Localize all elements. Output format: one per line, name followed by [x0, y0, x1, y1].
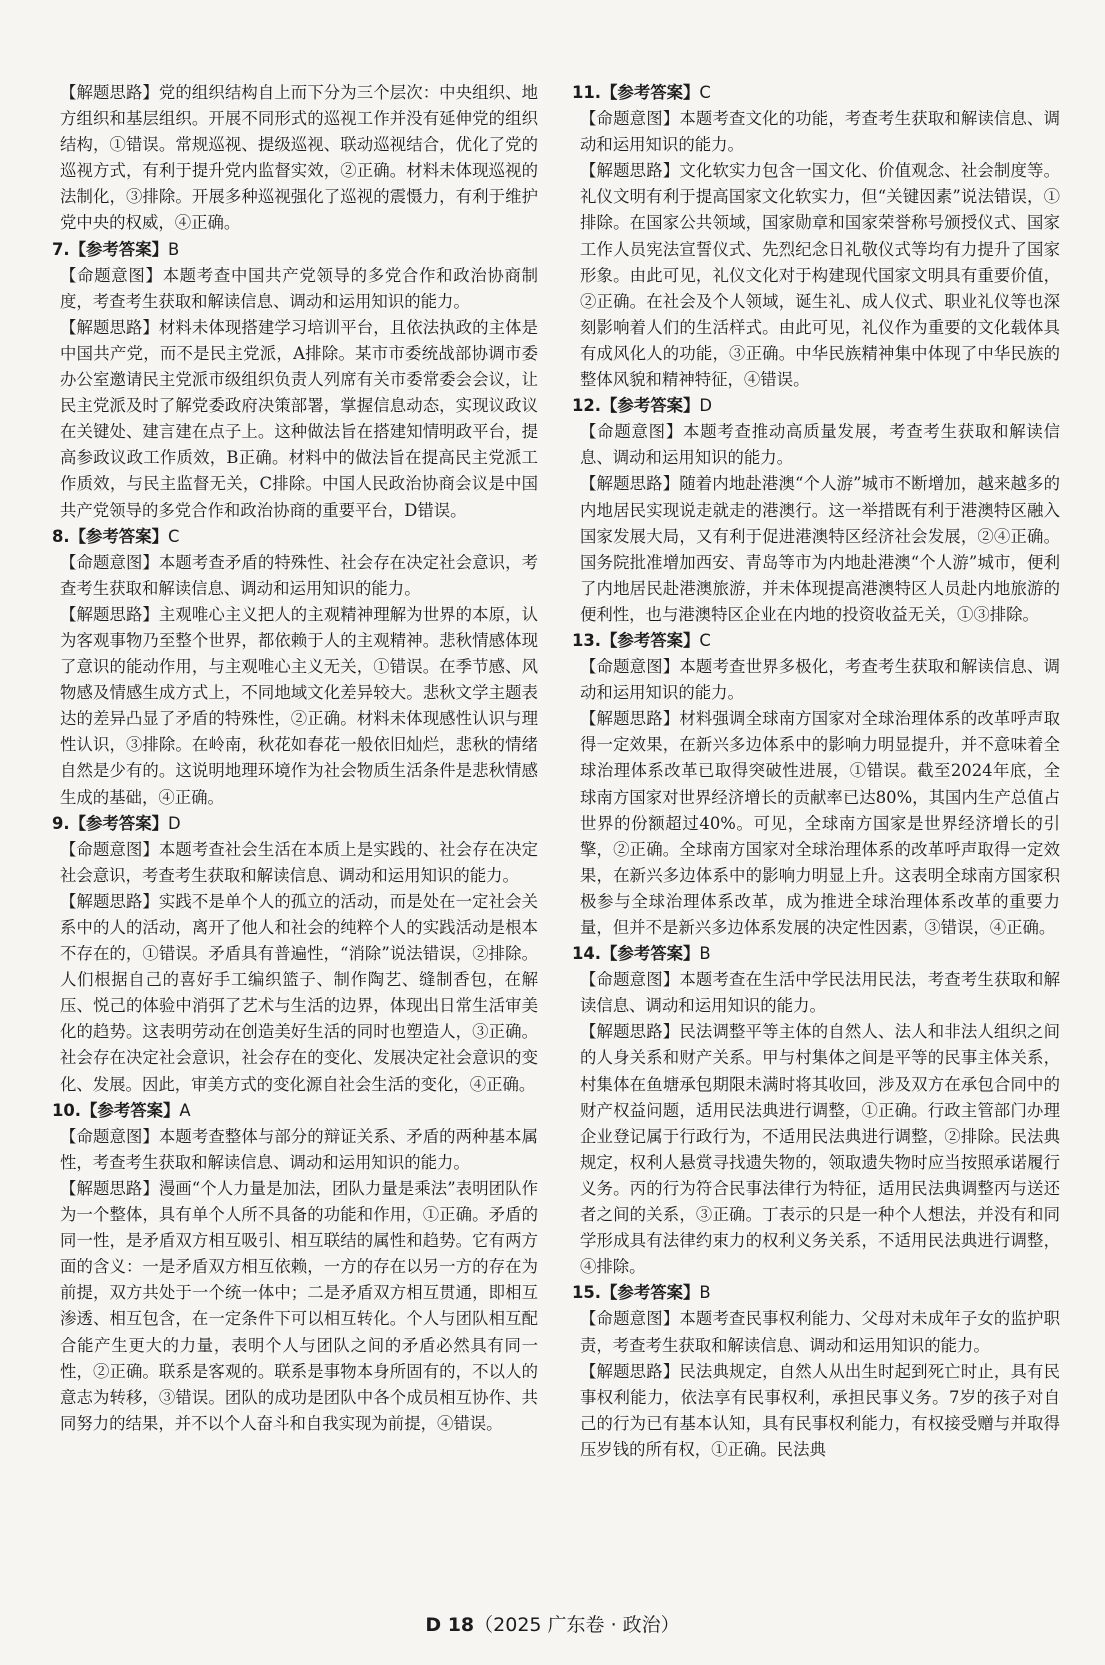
exam-source: （2025 广东卷 · 政治）: [474, 1614, 680, 1636]
q13-header: 13.【参考答案】C: [572, 630, 711, 650]
question-15: [572, 1280, 1060, 1463]
q13-answer: C: [699, 630, 711, 650]
q10-answer: A: [179, 1100, 191, 1120]
right-column: [572, 80, 1060, 1463]
left-column: [52, 80, 538, 1437]
q12-answer: D: [699, 396, 713, 416]
q9-header: 9.【参考答案】D: [52, 813, 181, 833]
q13-analysis: 【解题思路】材料强调全球南方国家对全球治理体系的改革呼声取得一定效果，在新兴多边体系中的影响力明显提升，并不意味着全球治理体系改革已取得突破性进展，①错误。截至2024年底，全球南方国家对世界经济增长的贡献率已达80%，其国内生产总值占世界的份额超过40%。可见，全球南方国家是世界经济增长的引擎，②正确。全球南方国家对全球治理体系的改革呼声取得一定效果，在新兴多边体系中的影响力明显上升。这表明全球南方国家积极参与全球治理体系改革，成为推进全球治理体系改革的重要力量，但并不是新兴多边体系发展的决定性因素，③错误，④正确。: [580, 709, 1060, 937]
q6-analysis-continued: 【解题思路】党的组织结构自上而下分为三个层次：中央组织、地方组织和基层组织。开展不同形式的巡视工作并没有延伸党的组织结构，①错误。常规巡视、提级巡视、联动巡视结合，优化了党的巡视方式，有利于提升党内监督实效，②正确。材料未体现巡视的法制化，③排除。开展多种巡视强化了巡视的震慑力，有利于维护党中央的权威，④正确。: [60, 83, 538, 233]
q11-answer: C: [699, 83, 711, 102]
q8-intent: 【命题意图】本题考查矛盾的特殊性、社会存在决定社会意识，考查考生获取和解读信息、调动和运用知识的能力。: [60, 552, 538, 598]
q15-analysis: 【解题思路】民法典规定，自然人从出生时起到死亡时止，具有民事权利能力，依法享有民事权利，承担民事义务。7岁的孩子对自己的行为已有基本认知，具有民事权利能力，有权接受赠与并取得压岁钱的所有权，①正确。民法典: [580, 1361, 1060, 1459]
q12-header: 12.【参考答案】D: [572, 396, 713, 416]
question-7: [52, 237, 538, 524]
question-14: [572, 941, 1060, 1280]
page-number: D 18: [425, 1614, 475, 1636]
q8-header: 8.【参考答案】C: [52, 526, 180, 546]
question-10: [52, 1098, 538, 1437]
q12-analysis: 【解题思路】随着内地赴港澳“个人游”城市不断增加，越来越多的内地居民实现说走就走的港澳行。这一举措既有利于港澳特区融入国家发展大局，又有利于促进港澳特区经济社会发展，②④正确。国务院批准增加西安、青岛等市为内地赴港澳“个人游”城市，便利了内地居民赴港澳旅游，并未体现提高港澳特区人员赴内地旅游的便利性，也与港澳特区企业在内地的投资收益无关，①③排除。: [580, 474, 1060, 624]
q7-analysis: 【解题思路】材料未体现搭建学习培训平台，且依法执政的主体是中国共产党，而不是民主党派，A排除。某市市委统战部协调市委办公室邀请民主党派市级组织负责人列席有关市委常委会会议，让民主党派及时了解党委政府决策部署，掌握信息动态，实现议政议在关键处、建言建在点子上。这种做法旨在搭建知情明政平台，提高参政议政工作质效，B正确。材料中的做法旨在提高民主党派工作质效，与民主监督无关，C排除。中国人民政治协商会议是中国共产党领导的多党合作和政治协商的重要平台，D错误。: [60, 317, 538, 520]
q11-intent: 【命题意图】本题考查文化的功能，考查考生获取和解读信息、调动和运用知识的能力。: [580, 109, 1060, 155]
q10-analysis: 【解题思路】漫画“个人力量是加法，团队力量是乘法”表明团队作为一个整体，具有单个人所不具备的功能和作用，①正确。矛盾的同一性，是矛盾双方相互吸引、相互联结的属性和趋势。它有两方面的含义：一是矛盾双方相互依赖，一方的存在以另一方的存在为前提，双方共处于一个统一体中；二是矛盾双方相互贯通，即相互渗透、相互包含，在一定条件下可以相互转化。个人与团队相互配合能产生更大的力量，表明个人与团队之间的矛盾必然具有同一性，②正确。联系是客观的。联系是事物本身所固有的，不以人的意志为转移，③错误。团队的成功是团队中各个成员相互协作、共同努力的结果，并不以个人奋斗和自我实现为前提，④错误。: [60, 1178, 538, 1433]
q7-intent: 【命题意图】本题考查中国共产党领导的多党合作和政治协商制度，考查考生获取和解读信息、调动和运用知识的能力。: [60, 265, 538, 311]
q15-header: 15.【参考答案】B: [572, 1283, 711, 1303]
question-11: [572, 80, 1060, 393]
question-8: [52, 524, 538, 811]
q14-header: 14.【参考答案】B: [572, 944, 711, 964]
question-13: [572, 628, 1060, 941]
q7-header: 7.【参考答案】B: [52, 239, 180, 259]
q13-intent: 【命题意图】本题考查世界多极化，考查考生获取和解读信息、调动和运用知识的能力。: [580, 657, 1060, 703]
q12-intent: 【命题意图】本题考查推动高质量发展，考查考生获取和解读信息、调动和运用知识的能力。: [580, 422, 1060, 468]
q10-header: 10.【参考答案】A: [52, 1100, 191, 1120]
q14-intent: 【命题意图】本题考查在生活中学民法用民法，考查考生获取和解读信息、调动和运用知识的能力。: [580, 970, 1060, 1016]
question-12: [572, 393, 1060, 628]
q9-answer: D: [167, 813, 181, 833]
q7-answer: B: [167, 239, 180, 259]
q8-analysis: 【解题思路】主观唯心主义把人的主观精神理解为世界的本原，认为客观事物乃至整个世界，都依赖于人的主观精神。悲秋情感体现了意识的能动作用，与主观唯心主义无关，①错误。在季节感、风物感及情感生成方式上，不同地域文化差异较大。悲秋文学主题表达的差异凸显了矛盾的特殊性，②正确。材料未体现感性认识与理性认识，③排除。在岭南，秋花如春花一般依旧灿烂，悲秋的情绪自然是少有的。这说明地理环境作为社会物质生活条件是悲秋情感生成的基础，④正确。: [60, 604, 538, 807]
q14-analysis: 【解题思路】民法调整平等主体的自然人、法人和非法人组织之间的人身关系和财产关系。甲与村集体之间是平等的民事主体关系，村集体在鱼塘承包期限未满时将其收回，涉及双方在承包合同中的财产权益问题，适用民法典进行调整，①正确。行政主管部门办理企业登记属于行政行为，不适用民法典进行调整，②排除。民法典规定，权利人悬赏寻找遗失物的，领取遗失物时应当按照承诺履行义务。丙的行为符合民事法律行为特征，适用民法典调整丙与送还者之间的关系，③正确。丁表示的只是一种个人想法，并没有和同学形成具有法律约束力的权利义务关系，不适用民法典进行调整，④排除。: [580, 1022, 1060, 1277]
q10-intent: 【命题意图】本题考查整体与部分的辩证关系、矛盾的两种基本属性，考查考生获取和解读信息、调动和运用知识的能力。: [60, 1126, 538, 1172]
q15-answer: B: [699, 1283, 711, 1303]
q14-answer: B: [699, 944, 711, 964]
q8-answer: C: [167, 526, 180, 546]
q11-analysis: 【解题思路】文化软实力包含一国文化、价值观念、社会制度等。礼仪文明有利于提高国家文化软实力，但“关键因素”说法错误，①排除。在国家公共领域，国家勋章和国家荣誉称号颁授仪式、国家工作人员宪法宣誓仪式、先烈纪念日礼敬仪式等均有力提升了国家形象。由此可见，礼仪文化对于构建现代国家文明具有重要价值，②正确。在社会及个人领域，诞生礼、成人仪式、职业礼仪等也深刻影响着人们的生活样式。由此可见，礼仪作为重要的文化载体具有成风化人的功能，③正确。中华民族精神集中体现了中华民族的整体风貌和精神特征，④错误。: [580, 161, 1060, 390]
q15-intent: 【命题意图】本题考查民事权利能力、父母对未成年子女的监护职责，考查考生获取和解读信息、调动和运用知识的能力。: [580, 1309, 1060, 1355]
question-9: [52, 811, 538, 1098]
q9-analysis: 【解题思路】实践不是单个人的孤立的活动，而是处在一定社会关系中的人的活动，离开了他人和社会的纯粹个人的实践活动是根本不存在的，①错误。矛盾具有普遍性，“消除”说法错误，②排除。人们根据自己的喜好手工编织篮子、制作陶艺、缝制香包，在解压、悦己的体验中消弭了艺术与生活的边界，体现出日常生活审美化的趋势。这表明劳动在创造美好生活的同时也塑造人，③正确。社会存在决定社会意识，社会存在的变化、发展决定社会意识的变化、发展。因此，审美方式的变化源自社会生活的变化，④正确。: [60, 891, 538, 1094]
q11-header: 11.【参考答案】C: [572, 83, 711, 102]
page-footer: [0, 1610, 1105, 1637]
q9-intent: 【命题意图】本题考查社会生活在本质上是实践的、社会存在决定社会意识，考查考生获取和解读信息、调动和运用知识的能力。: [60, 839, 538, 885]
